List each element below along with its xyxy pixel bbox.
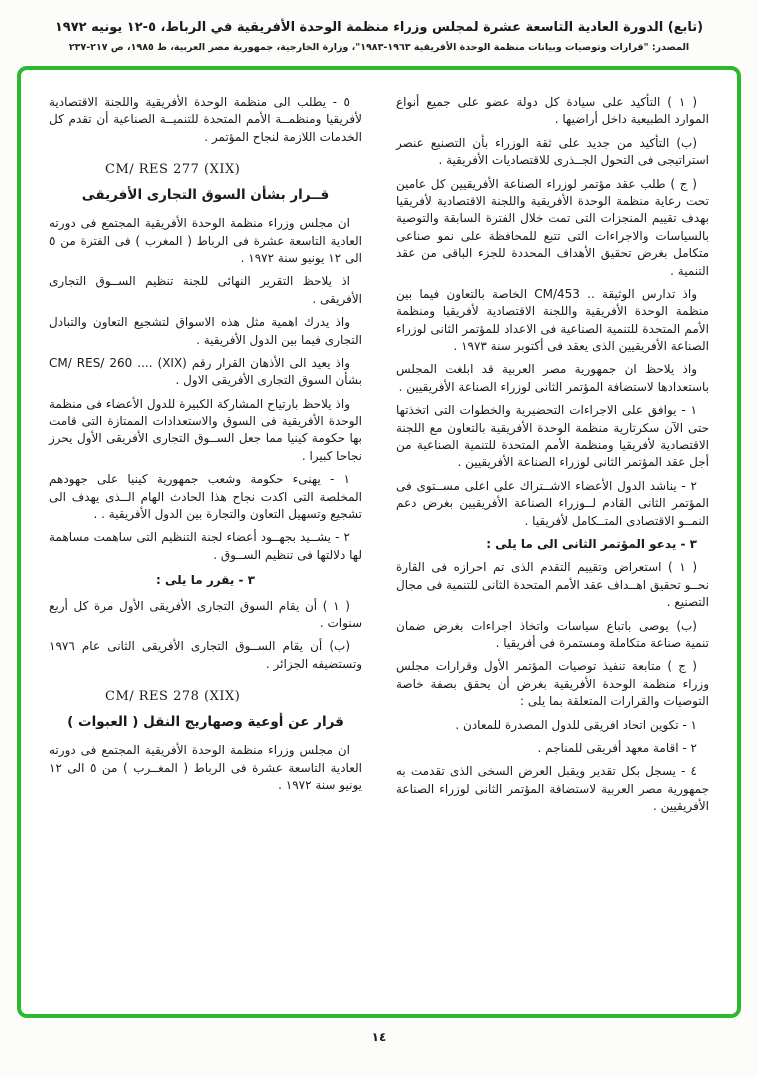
operative-1: ١ - يوافق على الاجراءات التحضيرية والخطوات التى اتخذتها حتى الآن سكرتارية منظمة الوحدة الأفريقية بالتعاون مع اللجنة الاقتصادية لأفريقيا ومنظمة الأمم المتحدة للتنمية الصناعية من أجل عقد المؤتمر الثانى لوزراء الصناعة الأفريقيين . (396, 403, 709, 470)
two-column-layout (49, 94, 709, 994)
operative-2: ٢ - يناشد الدول الأعضاء الاشــتراك على اعلى مســتوى فى المؤتمر الثانى القادم لــوزراء الصناعة الأفريقيين بغرض دعم النمــو الاقتصادى المتــكامل لأفريقيا . (396, 478, 709, 528)
header-session-title: (تابع) الدورة العادية التاسعة عشرة لمجلس وزراء منظمة الوحدة الأفريقية في الرباط، ٥-١٢ يونيه ١٩٧٢ (54, 20, 704, 35)
res278-preamble-session: ان مجلس وزراء منظمة الوحدة الأفريقية المجتمع فى دورته العادية التاسعة عشرة فى الرباط ( المغــرب ) من ٥ الى ١٢ يونيو سنة ١٩٧٢ . (49, 743, 362, 792)
operative-3-sub-a: ( ١ ) استعراض وتقييم التقدم الذى تم احرازه فى القارة نحــو تحقيق اهــداف عقد الأمم المتحدة الثانى للتنمية فى مجال التصنيع . (396, 560, 709, 610)
clause-a: ( ١ ) التأكيد على سيادة كل دولة عضو على جميع أنواع الموارد الطبيعية داخل أراضيها . (396, 95, 709, 127)
resolution-title-277: قــرار بشأن السوق التجارى الأفريقى (81, 187, 330, 204)
res277-decides-a: ( ١ ) أن يقام السوق التجارى الأفريقى الأول مرة كل أربع سنوات . (49, 598, 362, 630)
list-item-minerals-union: ١ - تكوين اتحاد افريقى للدول المصدرة للمعادن . (455, 717, 697, 732)
resolution-id-277: CM/ RES 277 (XIX) (105, 162, 241, 178)
res277-aware: واذ يدرك اهمية مثل هذه الاسواق لتشجيع التعاون والتبادل التجارى فيما بين الدول الأفريقية . (49, 315, 362, 347)
res277-operative-1: ١ - يهنىء حكومة وشعب جمهورية كينيا على جهودهم المخلصة التى اكدت نجاح هذا الحادث الهام الــذى يهدف الى تشجيع وتسهيل التعاون والتجارة بين الدول الأفريقية . . (49, 472, 362, 522)
res277-noting-participation: واذ يلاحظ بارتياح المشاركة الكبيرة للدول الأعضاء فى منظمة الوحدة الأفريقية فى السوق والاستعدادات الممتازة التى قامت بها حكومة كينيا مما جعل الســوق التجارى الأفريقى الأول يحرز نجاحا كبيرا . (49, 396, 362, 463)
page-number: ١٤ (371, 1030, 387, 1044)
res277-operative-3: ٣ - يقرر ما يلى : (156, 573, 255, 588)
resolution-title-278: قرار عن أوعية وصهاريج النقل ( العبوات ) (67, 714, 344, 731)
clause-c: ( ج ) طلب عقد مؤتمر لوزراء الصناعة الأفريقيين كل عامين تحت رعاية منظمة الوحدة الأفريقية واللجنة الاقتصادية لأفريقيا بهدف تقييم المنجزات التى تمت خلال الفترة السابقة والتوصية بالسياسات والاجراءات التى تتبع للمحافظة على نمو صناعى متكامل بغرض تحقيق الأهداف المحددة للجزء الباقى من عقد التنمية . (396, 176, 709, 278)
column-right (396, 94, 709, 994)
res277-operative-2: ٢ - يشــيد بجهــود أعضاء لجنة التنظيم التى ساهمت مساهمة لها دلالتها فى تنظيم الســوق . (49, 530, 362, 562)
res277-recalling-260: واذ يعيد الى الأذهان القرار رقم CM/ RES/ 260 .... (XIX) بشأن السوق التجارى الأفريقى الاول . (49, 355, 362, 388)
res277-preamble-session: ان مجلس وزراء منظمة الوحدة الأفريقية المجتمع فى دورته العادية التاسعة عشرة فى الرباط ( المغرب ) فى الفترة من ٥ الى ١٢ يونيو سنة ١٩٧٢ . (49, 216, 362, 265)
operative-5: ٥ - يطلب الى منظمة الوحدة الأفريقية واللجنة الاقتصادية لأفريقيا ومنظمــة الأمم المتحدة للتنميــة الصناعية أن تقدم كل الخدمات اللازمة لنجاح المؤتمر . (49, 95, 362, 144)
header-source-line: المصدر: "قرارات وتوصيات وبيانات منظمة الوحدة الأفريقية ١٩٦٣-١٩٨٣"، وزارة الخارجية، جمهورية مصر العربية، ط ١٩٨٥، ص ٢١٧-٢٣٧ (68, 42, 690, 53)
operative-3-sub-c: ( ج ) متابعة تنفيذ توصيات المؤتمر الأول وقرارات مجلس وزراء منظمة الوحدة الأفريقية بغرض أن يحقق بصفة خاصة التوصيات والقرارات المتعلقة بما يلى : (396, 659, 709, 709)
resolution-id-278: CM/ RES 278 (XIX) (105, 689, 241, 705)
content-frame (17, 66, 741, 1018)
res277-noting-report: اذ يلاحظ التقرير النهائى للجنة تنظيم الســوق التجارى الأفريقى . (49, 274, 362, 306)
list-item-mining-institute: ٢ - اقامة معهد أفريقى للمناجم . (537, 740, 697, 755)
preamble-document-cm453: واذ تدارس الوثيقة .. CM/453 الخاصة بالتعاون فيما بين منظمة الوحدة الأفريقية واللجنة الاقتصادية لأفريقيا ومنظمة الأمم المتحدة للتنمية الصناعية فى الاعداد للمؤتمر الثانى لوزراء الصناعة الأفريقيين الذى يعقد فى أكتوبر سنة ١٩٧٣ . (396, 286, 709, 354)
clause-b: (ب) التأكيد من جديد على ثقة الوزراء بأن التصنيع عنصر استراتيجى فى التحول الجــذرى للاقتصاديات الأفريقية . (396, 135, 709, 168)
preamble-egypt-offer: واذ يلاحظ ان جمهورية مصر العربية قد ابلغت المجلس باستعدادها لاستضافة المؤتمر الثانى لوزراء الصناعة الأفريقيين . (396, 362, 709, 394)
operative-3-sub-b: (ب) يوصى باتباع سياسات واتخاذ اجراءات بغرض ضمان تنمية صناعة متكاملة ومستمرة فى أفريقيا . (396, 618, 709, 650)
res277-decides-b: (ب) أن يقام الســوق التجارى الأفريقى الثانى عام ١٩٧٦ وتستضيفه الجزائر . (49, 639, 362, 671)
column-left (49, 94, 362, 994)
operative-3: ٣ - يدعو المؤتمر الثانى الى ما يلى : (486, 536, 697, 551)
operative-4: ٤ - يسجل بكل تقدير ويقبل العرض السخى الذى تقدمت به جمهورية مصر العربية لاستضافة المؤتمر الثانى لوزراء الصناعة الأفريقيين . (396, 764, 709, 814)
